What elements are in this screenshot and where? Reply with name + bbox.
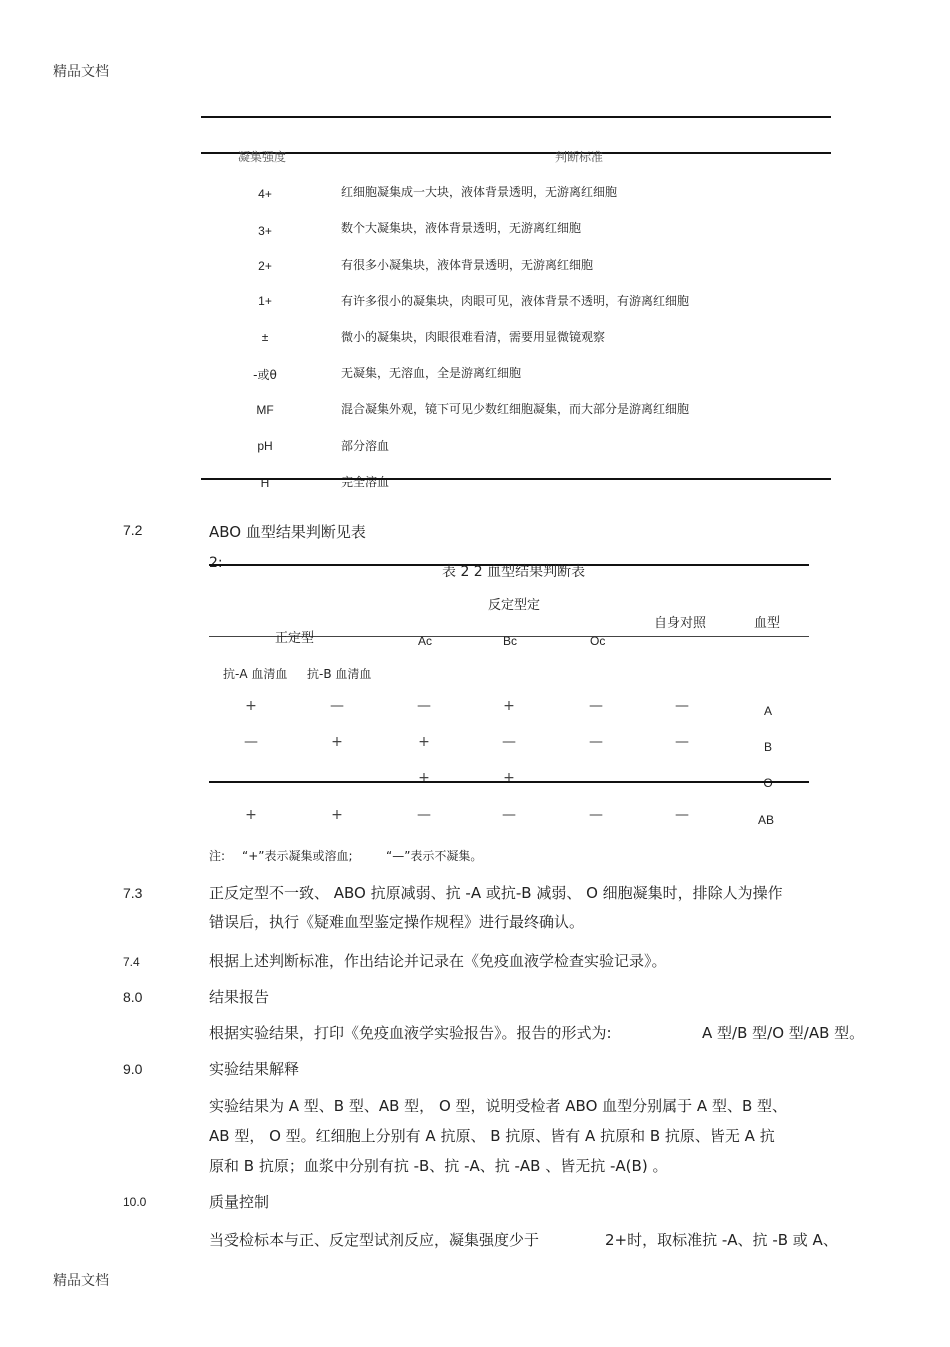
table1-col2-header: 判断标准	[555, 150, 604, 164]
section-title: 实验结果解释	[209, 1060, 300, 1078]
desc-cell: 红细胞凝集成一大块，液体背景透明，无游离红细胞	[341, 185, 618, 199]
result-cell: —	[589, 807, 603, 823]
grade-cell: 1+	[258, 294, 272, 308]
section-text: ABO 血型结果判断见表	[209, 523, 366, 541]
table1-col1-header: 凝集强度	[238, 150, 287, 164]
grade-cell: 2+	[258, 259, 272, 273]
sub-header-oc: Oc	[590, 634, 606, 648]
result-cell: +	[418, 770, 430, 786]
table2-note-plus: “+”表示凝集或溶血;	[242, 849, 353, 863]
result-cell: +	[245, 698, 257, 714]
result-cell: —	[417, 698, 431, 714]
reverse-typing-header: 反定型定	[488, 598, 541, 613]
desc-cell: 有很多小凝集块，液体背景透明，无游离红细胞	[341, 258, 594, 272]
result-cell: —	[502, 807, 516, 823]
forward-typing-header: 正定型	[275, 631, 315, 646]
section-number: 8.0	[123, 989, 143, 1005]
section-body: 根据实验结果，打印《免疫血液学实验报告》。报告的形式为:	[209, 1024, 612, 1042]
desc-cell: 无凝集，无溶血，全是游离红细胞	[341, 366, 522, 380]
result-cell: —	[675, 698, 689, 714]
section-body-tail: 2+时，取标准抗 -A、抗 -B 或 A、	[605, 1231, 838, 1249]
sub-header-ac: Ac	[418, 634, 433, 648]
grade-cell: 4+	[258, 187, 272, 201]
result-cell: +	[245, 807, 257, 823]
result-cell: —	[244, 734, 258, 750]
result-cell: —	[589, 734, 603, 750]
table2-note-prefix: 注:	[209, 849, 226, 863]
section-text-cont: 错误后，执行《疑难血型鉴定操作规程》进行最终确认。	[209, 913, 585, 931]
result-cell: —	[589, 698, 603, 714]
table1-header-rule	[201, 152, 831, 154]
blood-type-cell: A	[763, 704, 772, 718]
page-header: 精品文档	[53, 64, 109, 80]
blood-type-cell: O	[763, 776, 773, 790]
blood-type-cell: B	[763, 740, 772, 754]
desc-cell: 完全溶血	[341, 475, 390, 489]
desc-cell: 数个大凝集块，液体背景透明，无游离红细胞	[341, 221, 582, 235]
section-text: 根据上述判断标准，作出结论并记录在《免疫血液学检查实验记录》。	[209, 952, 667, 970]
table1-bottom-rule	[201, 478, 831, 480]
table2-title: 表 2 2 血型结果判断表	[442, 564, 586, 580]
grade-cell: pH	[257, 439, 273, 453]
grade-cell: 3+	[258, 224, 272, 238]
section-number: 7.4	[123, 955, 140, 969]
result-cell: +	[331, 807, 343, 823]
section-title: 质量控制	[209, 1193, 270, 1211]
section-body-line: 实验结果为 A 型、B 型、AB 型， O 型，说明受检者 ABO 血型分别属于 A 型、B 型、	[209, 1097, 788, 1115]
section-number: 7.3	[123, 885, 143, 901]
section-text-cont: 2:	[209, 555, 223, 571]
section-title: 结果报告	[209, 988, 270, 1006]
desc-cell: 微小的凝集块，肉眼很难看清，需要用显微镜观察	[341, 330, 606, 344]
section-number: 9.0	[123, 1061, 143, 1077]
result-cell: +	[503, 698, 515, 714]
section-number: 10.0	[123, 1195, 147, 1209]
table2-note-minus: “—”表示不凝集。	[386, 849, 483, 863]
result-cell: —	[330, 698, 344, 714]
grade-cell: ±	[261, 330, 269, 344]
blood-type-cell: AB	[757, 813, 774, 827]
result-cell: —	[675, 734, 689, 750]
sub-header-anti-a: 抗-A 血清血	[223, 667, 288, 681]
desc-cell: 部分溶血	[341, 439, 390, 453]
grade-cell: MF	[256, 403, 274, 417]
table1-top-rule	[201, 116, 831, 118]
blood-type-header: 血型	[754, 616, 781, 631]
section-text: 正反定型不一致、 ABO 抗原减弱、抗 -A 或抗-B 减弱、 O 细胞凝集时，排除人为操作	[209, 884, 783, 902]
result-cell: +	[331, 734, 343, 750]
desc-cell: 混合凝集外观，镜下可见少数红细胞凝集，而大部分是游离红细胞	[341, 402, 690, 416]
section-body-tail: A 型/B 型/O 型/AB 型。	[702, 1024, 865, 1042]
section-number: 7.2	[123, 522, 143, 538]
section-body: 当受检标本与正、反定型试剂反应，凝集强度少于	[209, 1231, 540, 1249]
grade-cell: -或θ	[253, 368, 277, 382]
result-cell: —	[417, 807, 431, 823]
grade-cell: H	[260, 476, 270, 490]
table2-bottom-rule	[209, 781, 809, 783]
auto-control-header: 自身对照	[654, 616, 707, 631]
result-cell: +	[503, 770, 515, 786]
sub-header-anti-b: 抗-B 血清血	[307, 667, 372, 681]
result-cell: —	[675, 807, 689, 823]
section-body-line: 原和 B 抗原；血浆中分别有抗 -B、抗 -A、抗 -AB 、皆无抗 -A(B) 。	[209, 1157, 668, 1175]
section-body-line: AB 型， O 型。红细胞上分别有 A 抗原、 B 抗原、皆有 A 抗原和 B 抗原、皆无 A 抗	[209, 1127, 775, 1145]
page-footer: 精品文档	[53, 1273, 109, 1289]
desc-cell: 有许多很小的凝集块，肉眼可见，液体背景不透明，有游离红细胞	[341, 294, 690, 308]
result-cell: —	[502, 734, 516, 750]
sub-header-bc: Bc	[503, 634, 518, 648]
result-cell: +	[418, 734, 430, 750]
